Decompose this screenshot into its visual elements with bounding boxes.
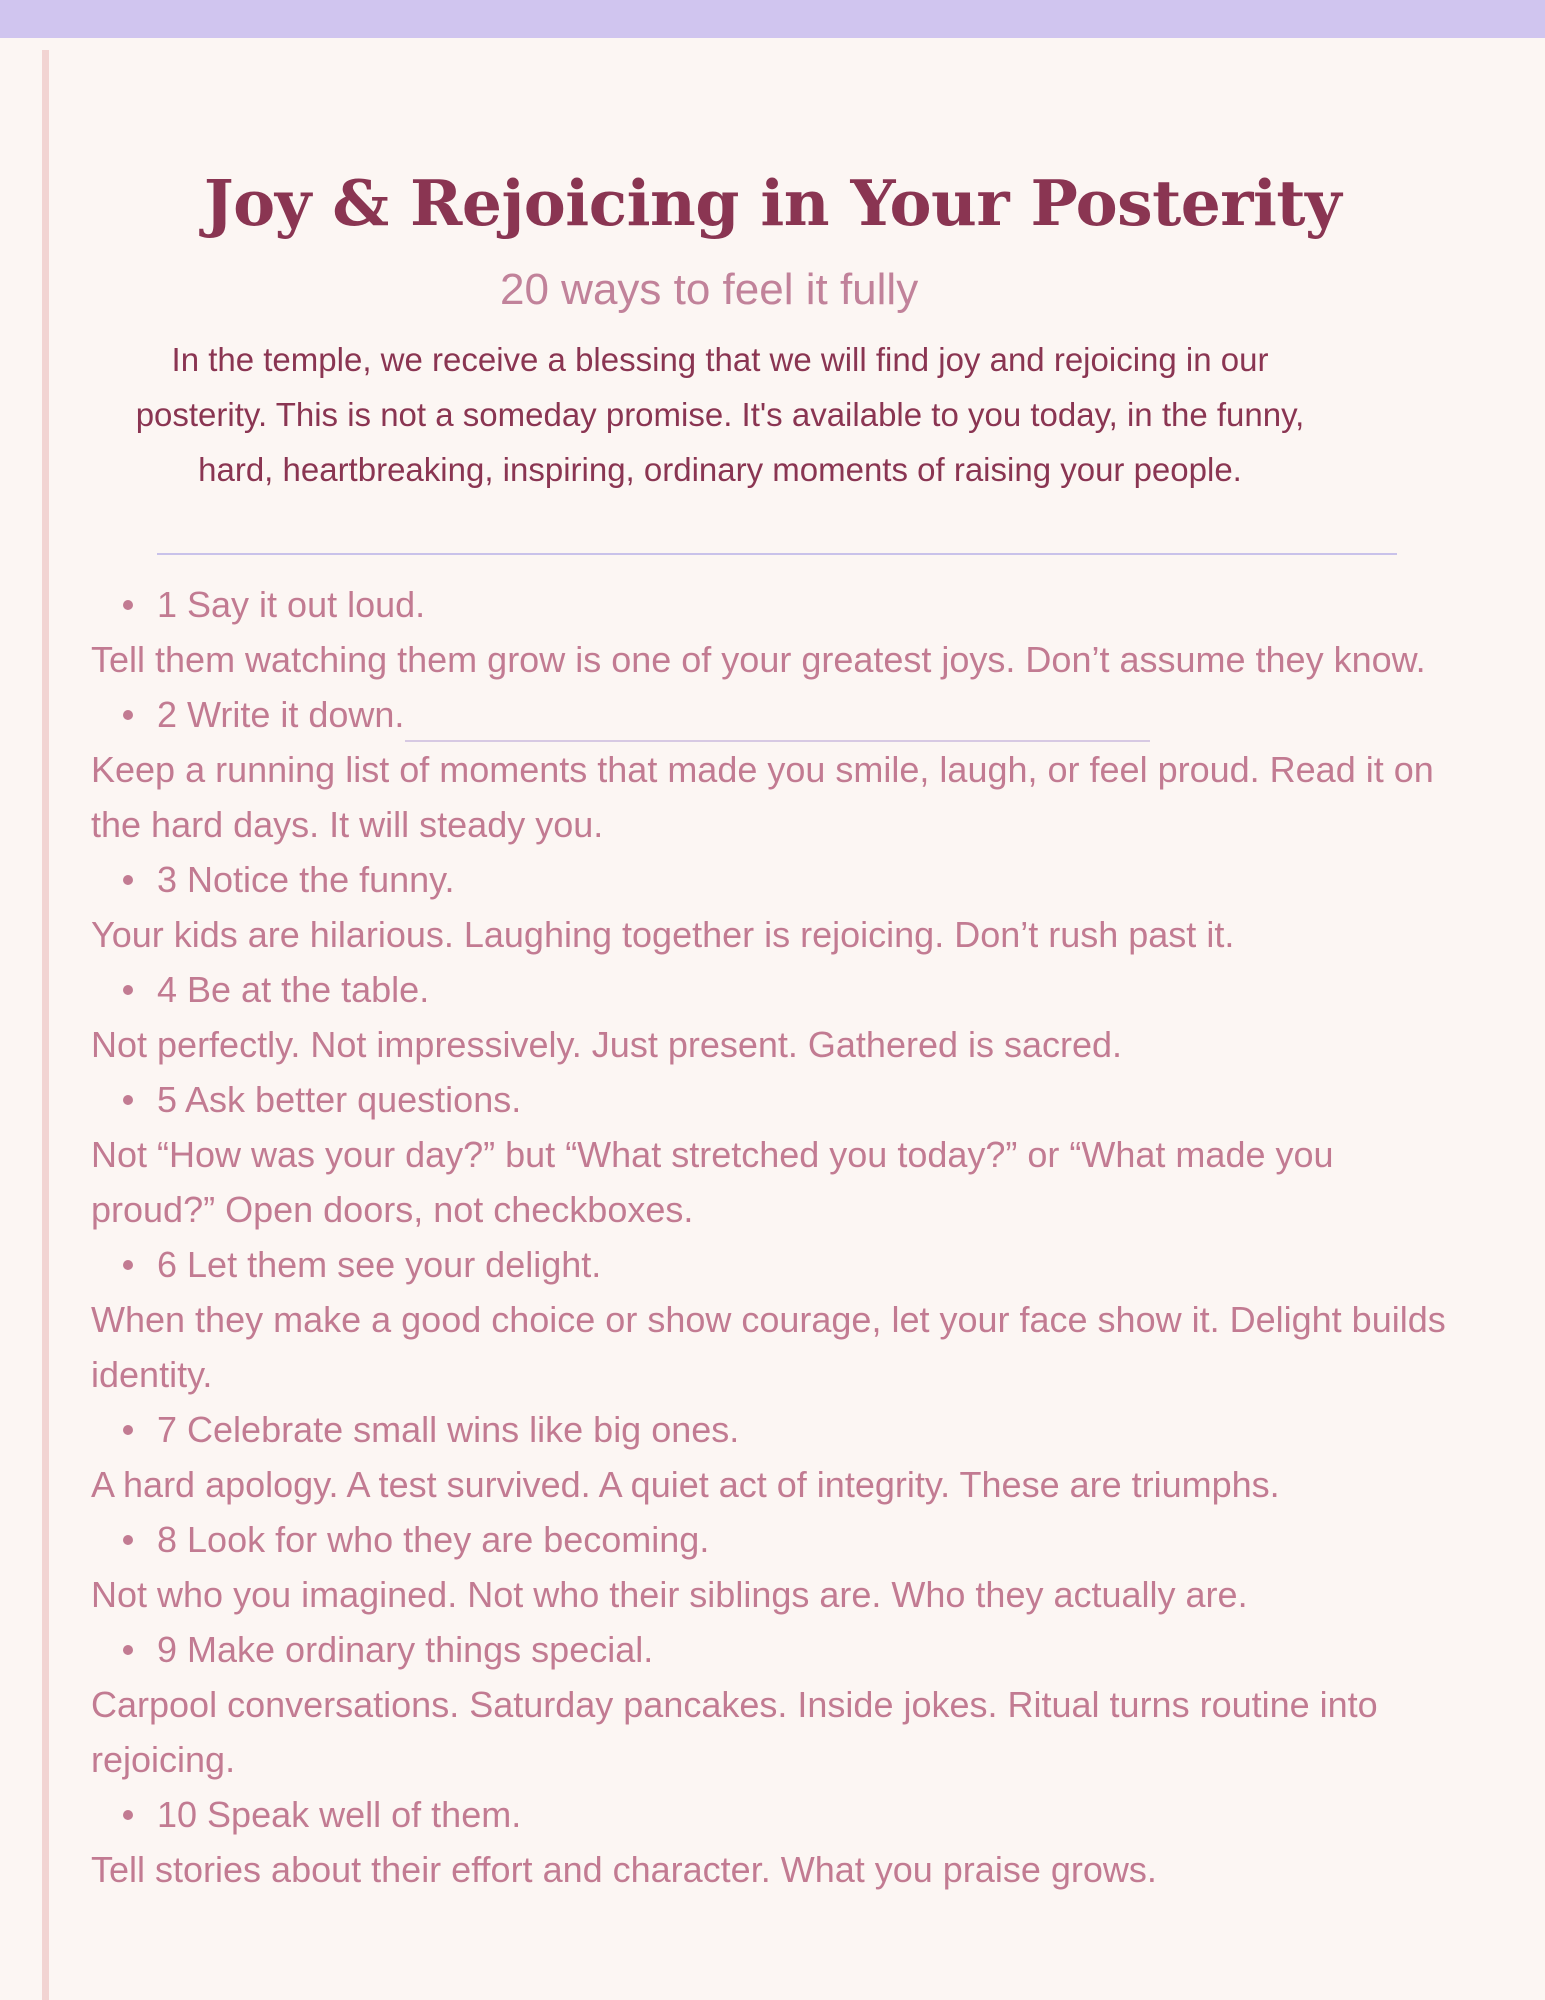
- section-divider: [157, 553, 1397, 555]
- item-body: When they make a good choice or show courage, let your face show it. Delight builds identity.: [91, 1299, 1446, 1395]
- item-body: Tell stories about their effort and character. What you praise grows.: [91, 1849, 1157, 1890]
- bullet-icon: [123, 1095, 133, 1105]
- list-item: [91, 687, 1471, 852]
- item-heading: 7 Celebrate small wins like big ones.: [157, 1409, 740, 1450]
- bullet-icon: [123, 1810, 133, 1820]
- bullet-icon: [123, 1425, 133, 1435]
- item-body: Your kids are hilarious. Laughing together is rejoicing. Don’t rush past it.: [91, 914, 1235, 955]
- item-body: Tell them watching them grow is one of your greatest joys. Don’t assume they know.: [91, 639, 1426, 680]
- item-heading: 2 Write it down.: [157, 694, 405, 735]
- item-body: Not “How was your day?” but “What stretched you today?” or “What made you proud?” Open doors, not checkboxes.: [91, 1134, 1334, 1230]
- list-item: [91, 852, 1471, 962]
- list-item: [91, 577, 1471, 687]
- item-heading: 4 Be at the table.: [157, 969, 430, 1010]
- bullet-icon: [123, 1535, 133, 1545]
- item-heading: 9 Make ordinary things special.: [157, 1629, 654, 1670]
- item-heading: 10 Speak well of them.: [157, 1794, 522, 1835]
- bullet-icon: [123, 600, 133, 610]
- bullet-icon: [123, 875, 133, 885]
- list-item: [91, 1237, 1471, 1402]
- bullet-icon: [123, 1260, 133, 1270]
- list-item: [91, 1622, 1471, 1787]
- list-item: [91, 1512, 1471, 1622]
- ways-list: [91, 577, 1471, 1897]
- left-accent-rule: [42, 50, 49, 2000]
- list-item: [91, 962, 1471, 1072]
- item-heading: 5 Ask better questions.: [157, 1079, 522, 1120]
- intro-paragraph: In the temple, we receive a blessing that we will find joy and rejoicing in our posterity. This is not a someday promise. It's available to you today, in the funny, hard, heartbreaking, inspiring, ordinary moments of raising your people.: [135, 341, 1305, 488]
- item-body: A hard apology. A test survived. A quiet act of integrity. These are triumphs.: [91, 1464, 1280, 1505]
- item-body: Keep a running list of moments that made you smile, laugh, or feel proud. Read it on the hard days. It will steady you.: [91, 749, 1434, 845]
- item-body: Not perfectly. Not impressively. Just present. Gathered is sacred.: [91, 1024, 1123, 1065]
- item-body: Carpool conversations. Saturday pancakes. Inside jokes. Ritual turns routine into rejoicing.: [91, 1684, 1378, 1780]
- top-color-band: [0, 0, 1545, 38]
- list-item: [91, 1787, 1471, 1897]
- bullet-icon: [123, 985, 133, 995]
- item-heading: 3 Notice the funny.: [157, 859, 455, 900]
- bullet-icon: [123, 1645, 133, 1655]
- list-item: [91, 1072, 1471, 1237]
- page-subtitle: 20 ways to feel it fully: [500, 265, 919, 314]
- page-title: Joy & Rejoicing in Your Posterity: [203, 166, 1342, 240]
- item-heading: 1 Say it out loud.: [157, 584, 426, 625]
- bullet-icon: [123, 710, 133, 720]
- item-heading: 8 Look for who they are becoming.: [157, 1519, 710, 1560]
- item-heading: 6 Let them see your delight.: [157, 1244, 602, 1285]
- list-item: [91, 1402, 1471, 1512]
- item-body: Not who you imagined. Not who their siblings are. Who they actually are.: [91, 1574, 1248, 1615]
